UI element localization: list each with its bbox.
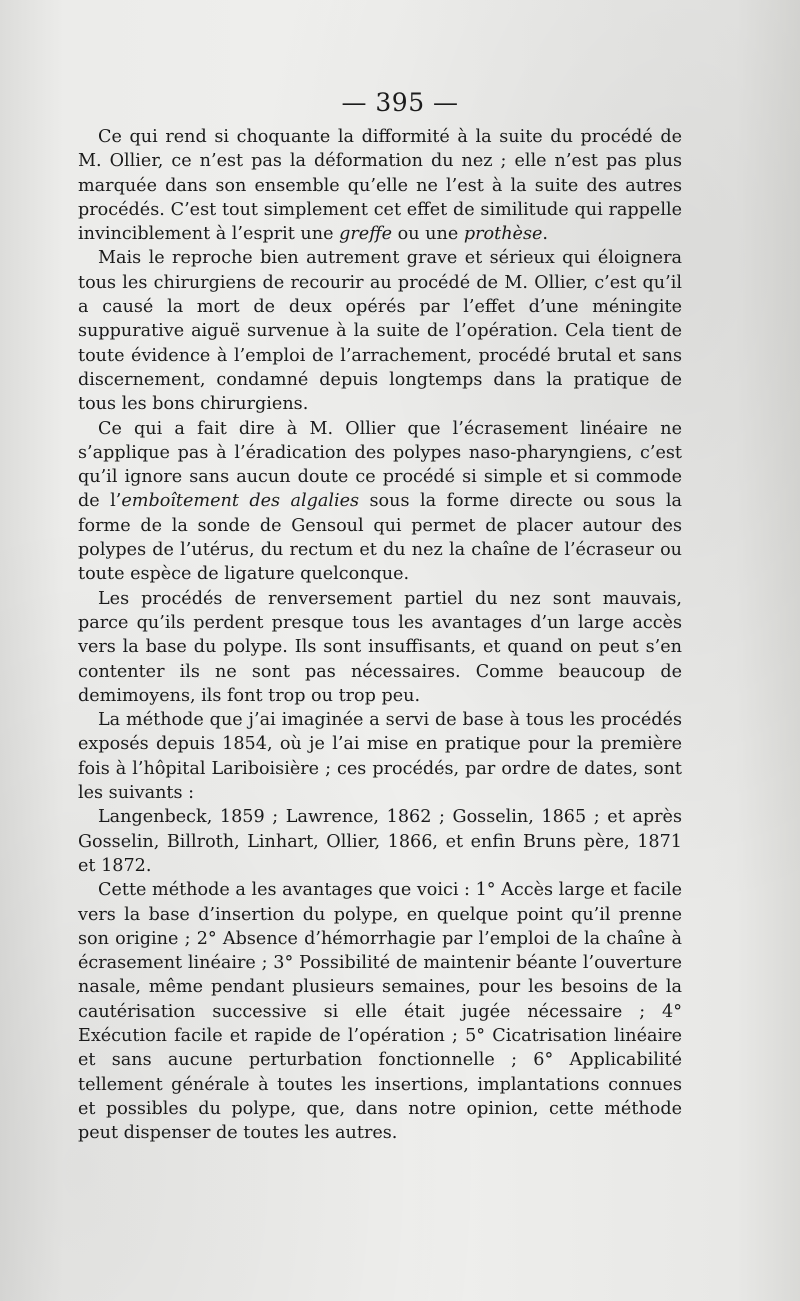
italic-term-prothese: prothèse	[463, 224, 543, 245]
paragraph-7-text: Cette méthode a les avantages que voici : 1° Accès large et facile vers la base d’insertion du polype, en quelque point qu’il prenne son origine ; 2° Absence d’hémorrhagie par l’emploi de la chaîne à écrasement linéaire ; 3° Possibilité de maintenir béante l’ouverture nasale, même pendant plusieurs semaines, pour les besoins de la cautérisation successive si elle était jugée nécessaire ; 4° Exécution facile et rapide de l’opération ; 5° Cicatrisation linéaire et sans aucune perturbation fonctionnelle ; 6° Applicabilité tellement générale à toutes les insertions, implantations connues et possibles du polype, que, dans notre opinion, cette méthode peut dispenser de toutes les autres.	[78, 880, 682, 1144]
paragraph-5	[78, 708, 682, 805]
paragraph-3-text: Ce qui a fait dire à M. Ollier que l’écrasement linéaire ne s’applique pas à l’éradication des polypes naso-pharyngiens, c’est qu’il ignore sans aucun doute ce procédé si simple et si commode de l’	[78, 418, 682, 512]
paragraph-2-text: Mais le reproche bien autrement grave et sérieux qui éloignera tous les chirurgiens de recourir au procédé de M. Ollier, c’est qu’il a causé la mort de deux opérés par l’effet d’une méningite suppurative aiguë survenue à la suite de l’opération. Cela tient de toute évidence à l’emploi de l’arrachement, procédé brutal et sans discernement, condamné depuis longtemps dans la pratique de tous les bons chirurgiens.	[78, 248, 682, 415]
paragraph-4-text: Les procédés de renversement partiel du nez sont mauvais, parce qu’ils perdent presque tous les avantages d’un large accès vers la base du polype. Ils sont insuffisants, et quand on peut s’en contenter ils ne sont pas nécessaires. Comme beaucoup de demimoyens, ils font trop ou trop peu.	[78, 588, 682, 706]
paragraph-1-end: .	[542, 224, 548, 245]
italic-term-emboitement: emboîtement des algalies	[121, 491, 360, 512]
paragraph-3-text-2: sous la forme directe ou sous la forme de la sonde de Gensoul qui permet de placer autour des polypes de l’utérus, du rectum et du nez la chaîne de l’écraseur ou toute espèce de ligature quelconque.	[78, 491, 682, 585]
italic-term-greffe: greffe	[339, 224, 393, 245]
paragraph-4	[78, 587, 682, 708]
paragraph-3	[78, 417, 682, 587]
paragraph-6-text: Langenbeck, 1859 ; Lawrence, 1862 ; Gosselin, 1865 ; et après Gosselin, Billroth, Linhart, Ollier, 1866, et enfin Bruns père, 1871 et 1872.	[78, 807, 682, 876]
paragraph-7	[78, 878, 682, 1145]
page-number: — 395 —	[341, 88, 459, 117]
paragraph-1-text: Ce qui rend si choquante la difformité à la suite du procédé de M. Ollier, ce n’est pas la déformation du nez ; elle n’est pas plus marquée dans son ensemble qu’elle ne l’est à la suite des autres procédés. C’est tout simplement cet effet de similitude qui rappelle invinciblement à l’esprit une	[78, 127, 682, 245]
paragraph-5-text: La méthode que j’ai imaginée a servi de base à tous les procédés exposés depuis 1854, où je l’ai mise en pratique pour la première fois à l’hôpital Lariboisière ; ces procédés, par ordre de dates, sont les suivants :	[78, 710, 682, 804]
paragraph-2	[78, 246, 682, 416]
body-text	[78, 125, 682, 1145]
paragraph-1-text-2: ou une	[392, 224, 464, 245]
paragraph-1	[78, 125, 682, 246]
paragraph-6	[78, 805, 682, 878]
